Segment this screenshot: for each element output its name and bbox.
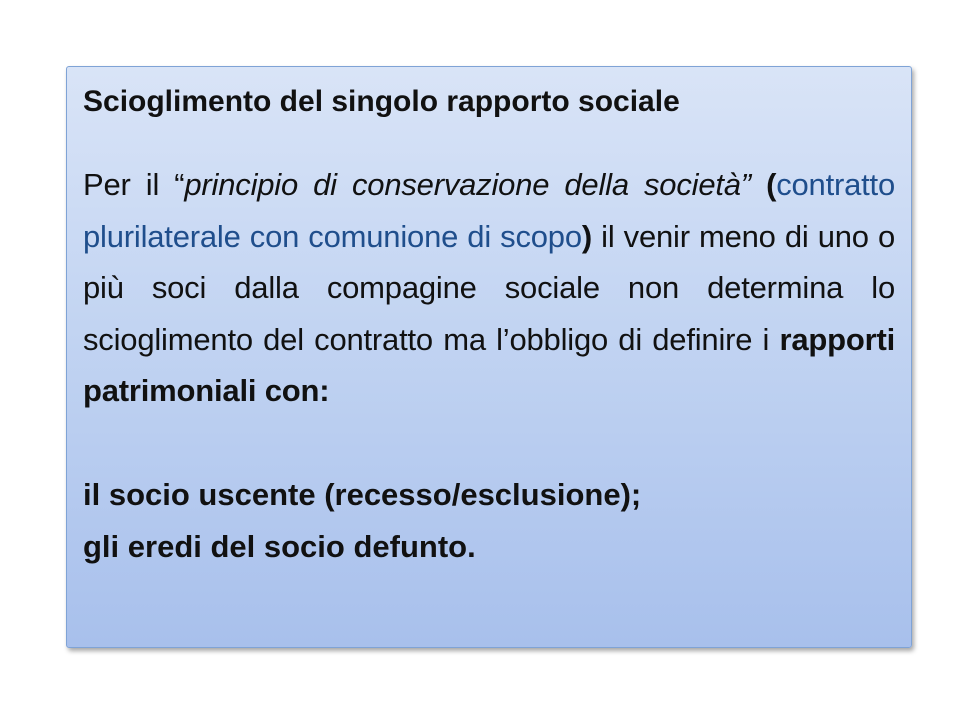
paragraph-text-3 — [751, 167, 766, 202]
contract-type-highlight: contratto plurilaterale con comunione di scopo — [83, 167, 896, 254]
patrimonial-relations-bold: rapporti patrimoniali con: — [83, 321, 895, 408]
open-paren: ( — [766, 167, 777, 202]
body-paragraph — [83, 159, 895, 417]
list-item: il socio uscente (recesso/esclusione); — [83, 476, 642, 512]
spacer — [83, 417, 895, 469]
content-box — [66, 66, 912, 648]
list-item: gli eredi del socio defunto. — [83, 528, 476, 564]
principle-emphasis: principio di conservazione della società” — [184, 167, 751, 202]
paragraph-text-1: Per il “ — [83, 167, 185, 202]
spacer — [83, 121, 895, 159]
slide-title: Scioglimento del singolo rapporto sociale — [83, 85, 680, 118]
close-paren: ) — [581, 218, 592, 254]
paragraph-text-7: il venir meno di uno o più soci dalla compagine sociale non determina lo scioglimento del contratto ma l’obbligo di definire i — [83, 218, 895, 357]
